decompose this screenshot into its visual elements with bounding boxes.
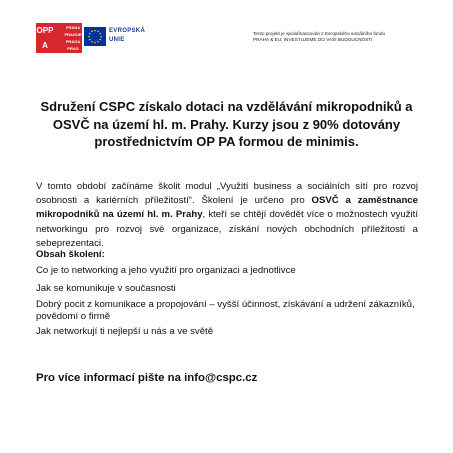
eu-star-icon xyxy=(99,39,101,41)
intro-bold-target-group: OSVČ a zaměstnance mikropodniků na území hl. m. Prahy xyxy=(36,195,418,221)
list-item: Jak se komunikuje v současnosti xyxy=(36,282,176,294)
eu-star-icon xyxy=(99,33,101,35)
document-title: Sdružení CSPC získalo dotaci na vzdělávání mikropodniků a OSVČ na území hl. m. Prahy. Kurzy jsou z 90% dotovány prostřednictvím OP PA formou de minimis. xyxy=(40,99,413,149)
eu-flag-icon xyxy=(84,27,106,46)
funding-note: Tento projekt je spolufinancován z Evropského sociálního fondu PRAHA & EU: INVESTUJEME DO VAŠÍ BUDOUCNOSTI xyxy=(253,31,386,42)
opp-logo-text-a: A xyxy=(36,38,54,53)
content-heading: Obsah školení: xyxy=(36,249,105,260)
eu-star-icon xyxy=(94,30,96,32)
content-list xyxy=(36,262,416,341)
eu-star-icon xyxy=(91,41,93,43)
list-item: Dobrý pocit z komunikace a propojování – vyšší účinnost, získávání a udržení zákazníků, povědomí o firmě xyxy=(36,299,415,322)
eu-star-icon xyxy=(97,31,99,33)
opp-logo-text: OPP xyxy=(36,23,54,38)
eu-star-icon xyxy=(100,36,102,38)
eu-star-icon xyxy=(89,33,91,35)
eu-star-icon xyxy=(91,31,93,33)
eu-star-icon xyxy=(97,41,99,43)
eu-star-icon xyxy=(94,42,96,44)
eu-star-icon xyxy=(89,39,91,41)
intro-paragraph: V tomto období začínáme školit modul „Využití business a sociálních sítí pro rozvoj osobnosti a kariérních příležitostí“. Školení je určeno pro OSVČ a zaměstnance mikropodniků na území hl. m. Prahy, kteří se chtějí dovědět více o možnostech využití networkingu pro rozvoj své organizace, získání nových obchodních příležitostí a sebeprezentaci. xyxy=(36,181,418,249)
contact-line: Pro více informací pište na info@cspc.cz xyxy=(36,372,258,384)
praha-logo: PRAHA PRAGUE PRAGA PRAG xyxy=(64,25,82,51)
eu-star-icon xyxy=(88,36,90,38)
list-item: Co je to networking a jeho využití pro organizaci a jednotlivce xyxy=(36,265,296,276)
eu-label: EVROPSKÁ UNIE xyxy=(109,28,146,43)
list-item: Jak networkují ti nejlepší u nás a ve světě xyxy=(36,326,214,337)
